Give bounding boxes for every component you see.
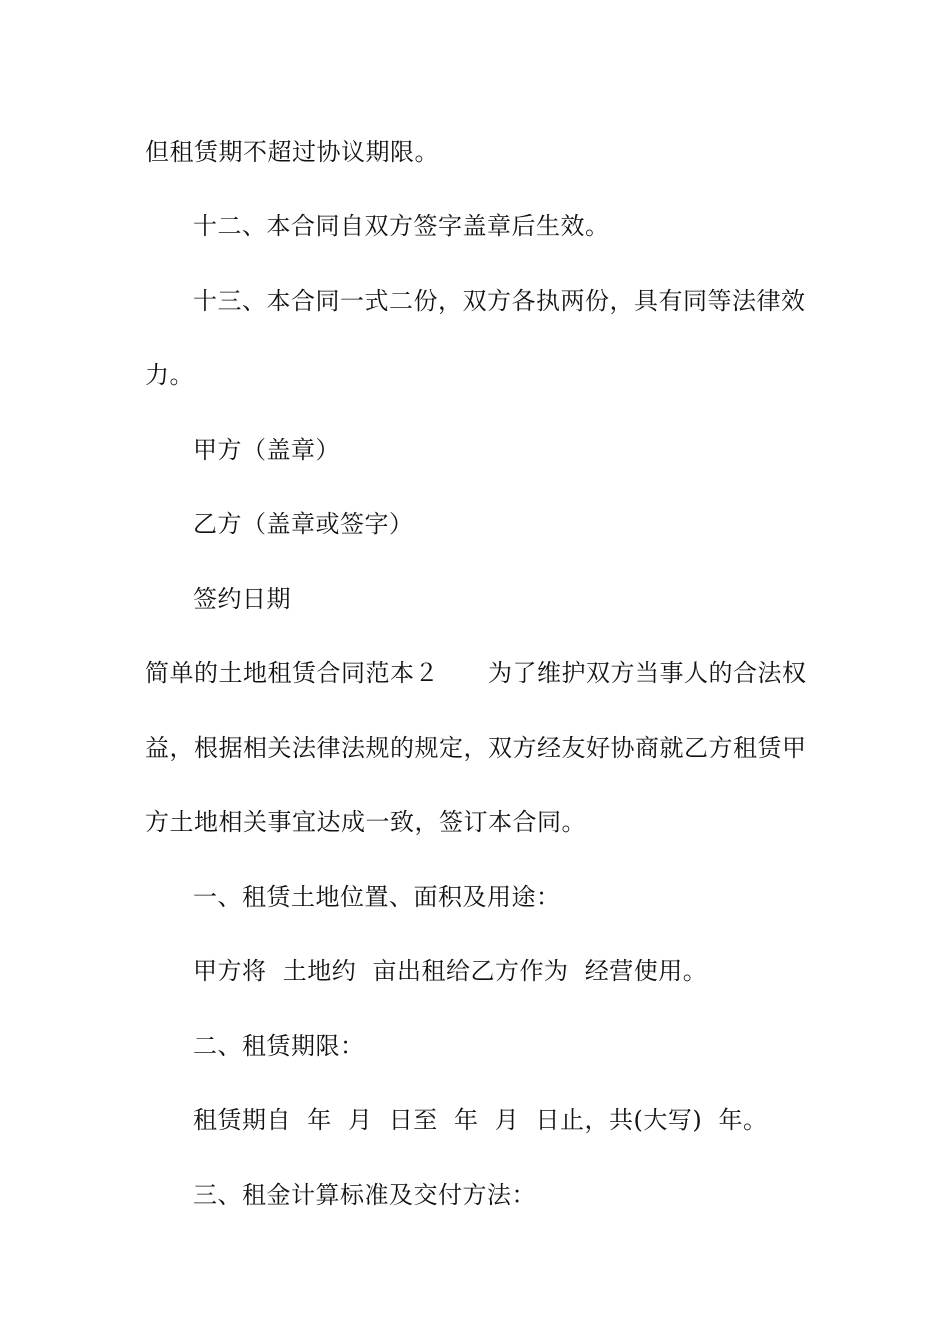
text-line-section-1-heading: 一、租赁土地位置、面积及用途： <box>193 883 561 911</box>
text-line-section-2-body: 租赁期自 年 月 日至 年 月 日止，共(大写) 年。 <box>193 1106 768 1134</box>
text-line-clause-12: 十二、本合同自双方签字盖章后生效。 <box>193 212 610 240</box>
text-line-section-2-heading: 二、租赁期限： <box>193 1032 365 1060</box>
text-line-preamble-cont: 方土地相关事宜达成一致，签订本合同。 <box>145 808 586 836</box>
text-line-signing-date: 签约日期 <box>193 585 291 613</box>
text-line-contract-2-title: 简单的土地租赁合同范本２ 为了维护双方当事人的合法权 <box>145 659 807 687</box>
text-line-party-a-seal: 甲方（盖章） <box>193 436 340 464</box>
text-line-party-b-seal: 乙方（盖章或签字） <box>193 510 414 538</box>
text-line-section-1-body: 甲方将 土地约 亩出租给乙方作为 经营使用。 <box>193 957 708 985</box>
text-line-section-3-heading: 三、租金计算标准及交付方法： <box>193 1181 536 1209</box>
text-line-clause-13-cont: 力。 <box>145 361 194 389</box>
text-line-lease-term-end: 但租赁期不超过协议期限。 <box>145 138 439 166</box>
text-line-clause-13: 十三、本合同一式二份，双方各执两份，具有同等法律效 <box>193 287 806 315</box>
text-line-preamble: 益，根据相关法律法规的规定，双方经友好协商就乙方租赁甲 <box>145 734 807 762</box>
